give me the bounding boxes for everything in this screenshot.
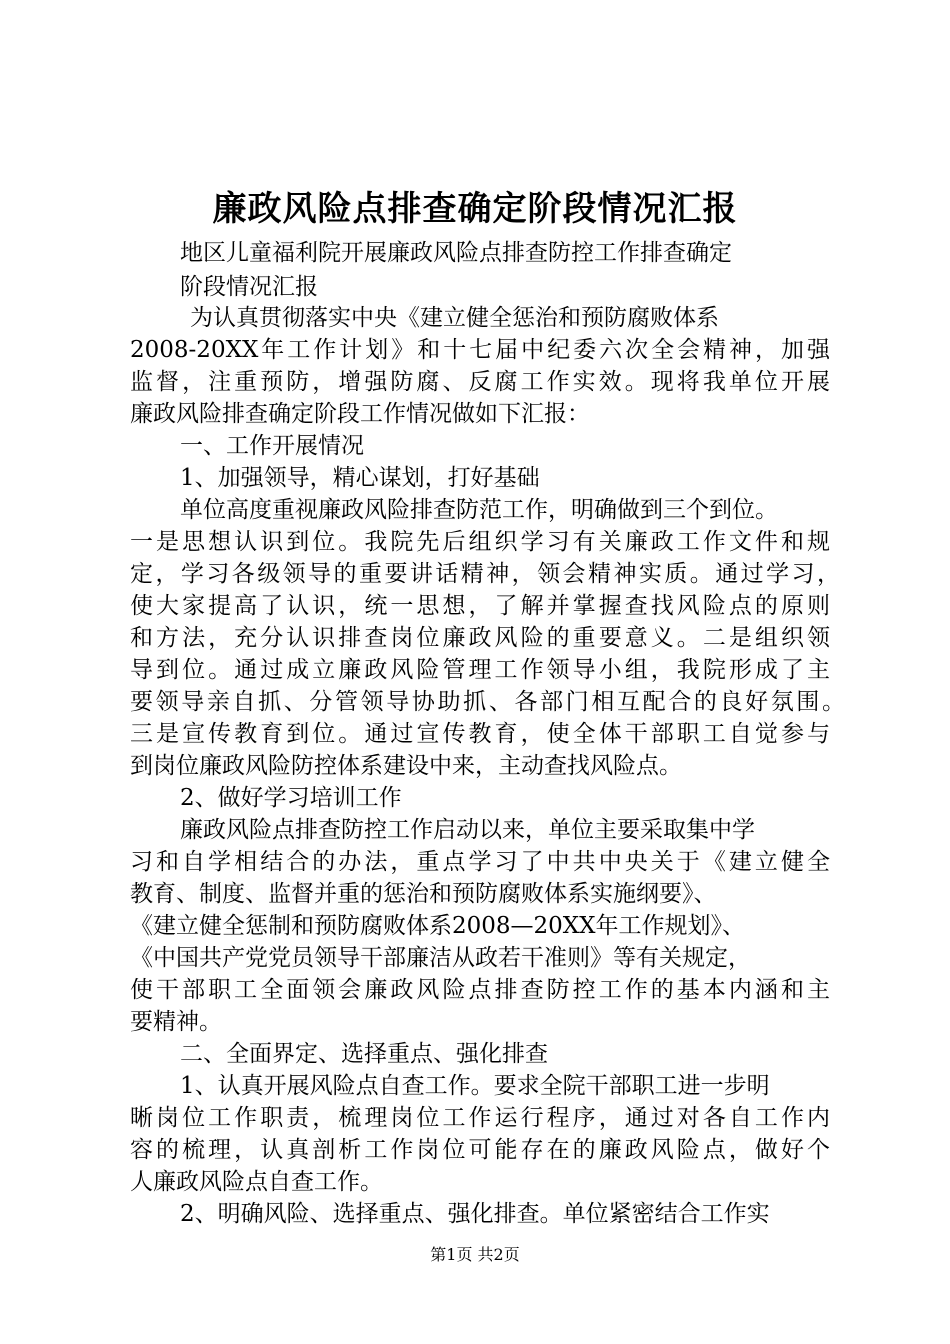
subsection-heading: 1、加强领导，精心谋划，打好基础 — [180, 465, 540, 491]
subtitle-line-2: 阶段情况汇报 — [180, 274, 318, 300]
paragraph-line: 使大家提高了认识，统一思想，了解并掌握查找风险点的原则 — [130, 593, 830, 619]
subsection-heading: 2、做好学习培训工作 — [180, 785, 402, 811]
page-number-footer: 第1页 共2页 — [430, 1245, 520, 1264]
paragraph-line: 为认真贯彻落实中央《建立健全惩治和预防腐败体系 — [190, 305, 719, 331]
paragraph-line: 到岗位廉政风险防控体系建设中来，主动查找风险点。 — [130, 753, 682, 779]
paragraph-line: 和方法，充分认识排查岗位廉政风险的重要意义。二是组织领 — [130, 625, 830, 651]
paragraph-line: 监督，注重预防，增强防腐、反腐工作实效。现将我单位开展 — [130, 369, 830, 395]
paragraph-line: 廉政风险点排查防控工作启动以来，单位主要采取集中学 — [180, 817, 755, 843]
document-title: 廉政风险点排查确定阶段情况汇报 — [212, 189, 738, 229]
paragraph-line: 廉政风险排查确定阶段工作情况做如下汇报： — [130, 401, 590, 427]
paragraph-line: 要领导亲自抓、分管领导协助抓、各部门相互配合的良好氛围。 — [130, 689, 845, 715]
paragraph-line: 使干部职工全面领会廉政风险点排查防控工作的基本内涵和主 — [130, 977, 830, 1003]
paragraph-line: 习和自学相结合的办法，重点学习了中共中央关于《建立健全 — [130, 849, 830, 875]
paragraph-line: 《中国共产党党员领导干部廉洁从政若干准则》等有关规定， — [130, 945, 751, 971]
section-heading: 二、全面界定、选择重点、强化排查 — [180, 1041, 548, 1067]
paragraph-line: 《建立健全惩制和预防腐败体系2008—20XX年工作规划》、 — [130, 913, 746, 939]
section-heading: 一、工作开展情况 — [180, 433, 364, 459]
paragraph-line: 单位高度重视廉政风险排查防范工作，明确做到三个到位。 — [180, 497, 778, 523]
paragraph-line: 容的梳理，认真剖析工作岗位可能存在的廉政风险点，做好个 — [130, 1137, 830, 1163]
paragraph-line: 导到位。通过成立廉政风险管理工作领导小组，我院形成了主 — [130, 657, 830, 683]
paragraph-line: 教育、制度、监督并重的惩治和预防腐败体系实施纲要》、 — [130, 881, 717, 907]
paragraph-line: 人廉政风险点自查工作。 — [130, 1169, 383, 1195]
paragraph-line: 1、认真开展风险点自查工作。要求全院干部职工进一步明 — [180, 1073, 770, 1099]
paragraph-line: 三是宣传教育到位。通过宣传教育，使全体干部职工自觉参与 — [130, 721, 830, 747]
subtitle-line-1: 地区儿童福利院开展廉政风险点排查防控工作排查确定 — [180, 240, 732, 266]
paragraph-line: 晰岗位工作职责，梳理岗位工作运行程序，通过对各自工作内 — [130, 1105, 830, 1131]
paragraph-line: 一是思想认识到位。我院先后组织学习有关廉政工作文件和规 — [130, 529, 830, 555]
paragraph-line: 要精神。 — [130, 1009, 222, 1035]
paragraph-line: 2、明确风险、选择重点、强化排查。单位紧密结合工作实 — [180, 1201, 770, 1227]
paragraph-line: 2008-20XX年工作计划》和十七届中纪委六次全会精神，加强 — [130, 337, 830, 363]
paragraph-line: 定，学习各级领导的重要讲话精神，领会精神实质。通过学习， — [130, 561, 840, 587]
